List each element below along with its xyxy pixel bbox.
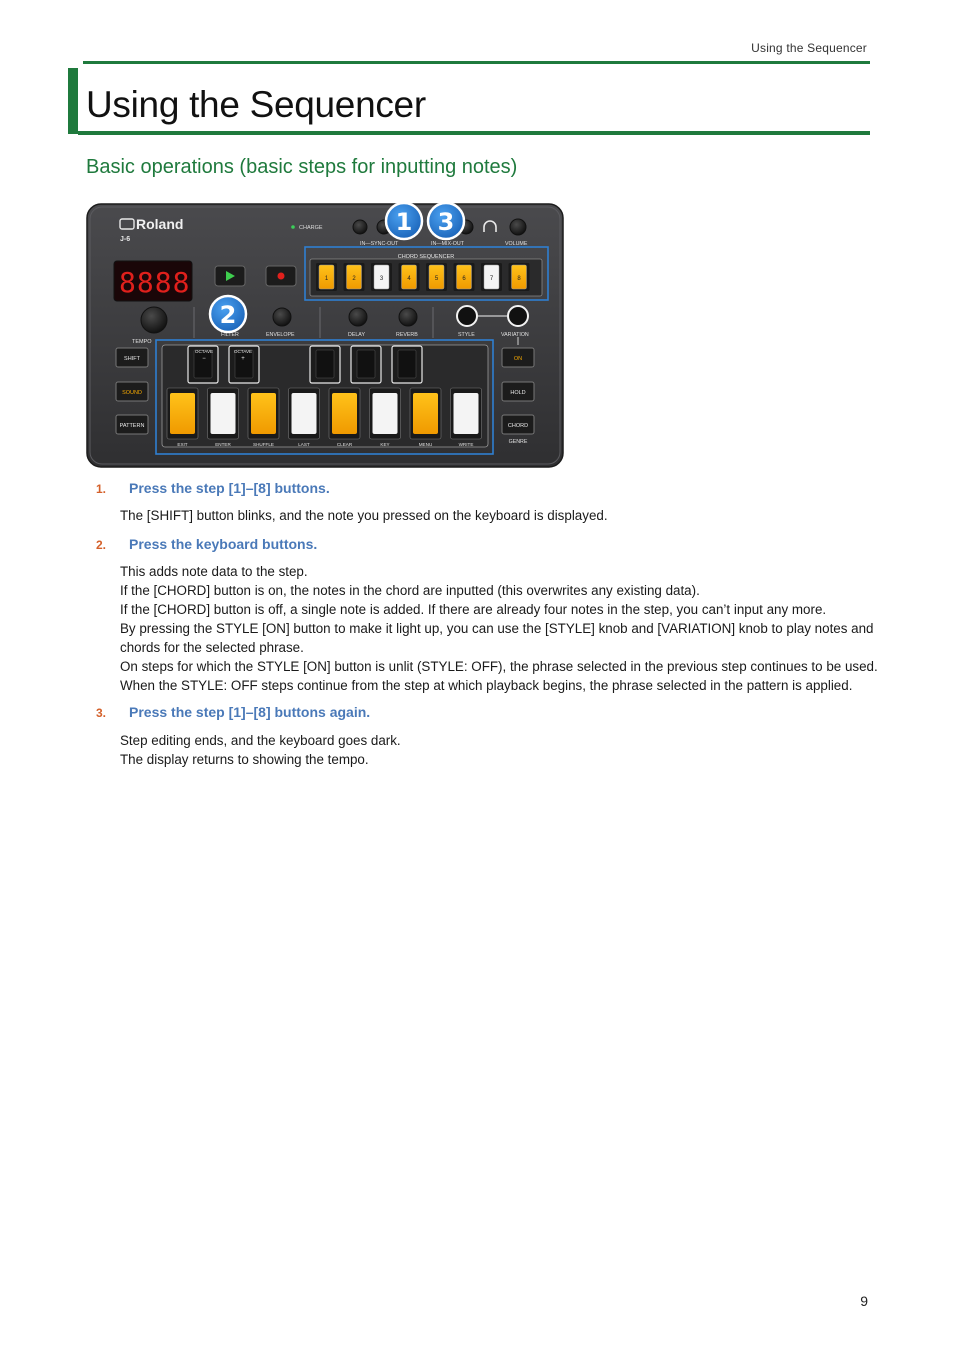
white-key-label: ENTER (215, 442, 231, 447)
step-2-line: By pressing the STYLE [ON] button to make it light up, you can use the [STYLE] knob and [VARIATION] knob to play notes and chords for the selected phrase. (120, 621, 874, 655)
callout-3 (428, 203, 464, 239)
step-2-number: 2. (96, 538, 107, 552)
svg-text:8888: 8888 (119, 266, 191, 299)
page-number: 9 (860, 1293, 868, 1309)
svg-text:IN—MIX-OUT: IN—MIX-OUT (431, 241, 464, 247)
white-key (292, 393, 317, 434)
step-3-line: The display returns to showing the tempo. (120, 752, 369, 767)
step-2-line: If the [CHORD] button is off, a single note is added. If there are already four notes in the step, you can’t input any more. (120, 602, 827, 617)
svg-text:PATTERN: PATTERN (119, 423, 145, 429)
charge-led (291, 225, 295, 229)
svg-text:2: 2 (219, 301, 237, 329)
svg-text:+: + (241, 356, 245, 362)
volume-knob (510, 219, 526, 235)
svg-text:SHIFT: SHIFT (124, 356, 140, 362)
black-key-pad (316, 350, 334, 378)
header-rule (83, 61, 870, 64)
j6-device-illustration (86, 203, 564, 468)
svg-text:3: 3 (437, 208, 455, 236)
svg-text:FILTER: FILTER (221, 332, 239, 338)
step-1-number: 1. (96, 482, 107, 496)
charge-label: CHARGE (299, 225, 323, 231)
step-3-body (120, 731, 880, 769)
step-number-label: 5 (434, 276, 439, 282)
svg-text:DELAY: DELAY (348, 332, 365, 338)
step-1-line: The [SHIFT] button blinks, and the note you pressed on the keyboard is displayed. (120, 508, 608, 523)
step-2-title: Press the keyboard buttons. (129, 536, 318, 552)
black-key-pad (235, 350, 253, 378)
svg-text:OCTAVE: OCTAVE (194, 349, 214, 354)
step-1-title: Press the step [1]–[8] buttons. (129, 480, 330, 496)
step-number-label: 1 (324, 276, 329, 282)
white-key-label: MENU (418, 442, 433, 447)
white-key (251, 393, 276, 434)
white-key (332, 393, 357, 434)
tempo-knob (141, 307, 167, 333)
title-accent-bar (68, 68, 78, 134)
left-function-buttons (116, 348, 148, 434)
step-number-label: 3 (379, 276, 384, 282)
step-1-body (120, 506, 880, 525)
step-3-heading (96, 704, 370, 720)
step-number-label: 7 (489, 276, 494, 282)
svg-text:CHORD SEQUENCER: CHORD SEQUENCER (397, 254, 455, 260)
step-2-line: This adds note data to the step. (120, 564, 308, 579)
chord-sequencer (310, 254, 542, 296)
white-key-label: LAST (298, 442, 310, 447)
white-key (373, 393, 398, 434)
black-key-pad (357, 350, 375, 378)
black-key-pad (398, 350, 416, 378)
step-3-number: 3. (96, 706, 107, 720)
svg-text:VARIATION: VARIATION (501, 332, 529, 338)
step-3-line: Step editing ends, and the keyboard goes dark. (120, 733, 401, 748)
svg-text:GENRE: GENRE (508, 439, 528, 445)
step-2-line: On steps for which the STYLE [ON] button is unlit (STYLE: OFF), the phrase selected in the previous step continues to be used. When the STYLE: OFF steps continue from the step at which playback begins, the phrase selected in the pattern is applied. (120, 659, 878, 693)
step-number-label: 4 (407, 276, 411, 282)
section-title: Basic operations (basic steps for inputting notes) (86, 156, 518, 178)
svg-text:VOLUME: VOLUME (505, 241, 528, 247)
step-2-heading (96, 536, 317, 552)
white-key (170, 393, 195, 434)
svg-text:ENVELOPE: ENVELOPE (266, 332, 295, 338)
callout-1 (386, 203, 422, 239)
step-2-line: If the [CHORD] button is on, the notes in the chord are inputted (this overwrites any existing data). (120, 583, 700, 598)
model-label: J-6 (120, 236, 131, 243)
led-display (114, 261, 192, 301)
black-key-pad (194, 350, 212, 378)
step-1-heading (96, 480, 330, 496)
title-rule (78, 131, 870, 135)
record-icon (278, 273, 285, 280)
svg-text:STYLE: STYLE (458, 332, 475, 338)
white-key (211, 393, 236, 434)
step-3-title: Press the step [1]–[8] buttons again. (129, 704, 371, 720)
page-title: Using the Sequencer (86, 84, 426, 125)
svg-text:CHORD: CHORD (507, 423, 529, 429)
step-number-label: 6 (462, 276, 466, 282)
svg-text:−: − (202, 356, 206, 362)
running-header: Using the Sequencer (751, 41, 867, 55)
keyboard (162, 345, 488, 447)
white-key-label: SHUFFLE (253, 442, 274, 447)
right-function-buttons (502, 348, 534, 445)
callout-2 (210, 296, 246, 332)
white-key-label: WRITE (458, 442, 474, 447)
white-key-label: KEY (380, 442, 390, 447)
svg-text:ON: ON (513, 356, 523, 362)
step-number-label: 2 (352, 276, 356, 282)
svg-text:SOUND: SOUND (122, 390, 142, 396)
white-key-label: CLEAR (336, 442, 353, 447)
svg-text:REVERB: REVERB (396, 332, 418, 338)
svg-text:1: 1 (395, 208, 413, 236)
tempo-label: TEMPO (132, 339, 152, 345)
svg-text:HOLD: HOLD (510, 390, 526, 396)
white-key (454, 393, 479, 434)
white-key-label: EXIT (177, 442, 188, 447)
svg-text:IN—SYNC-OUT: IN—SYNC-OUT (360, 241, 399, 247)
white-key (413, 393, 438, 434)
svg-text:OCTAVE: OCTAVE (233, 349, 253, 354)
step-2-body (120, 562, 880, 695)
svg-text:Roland: Roland (136, 216, 184, 232)
step-number-label: 8 (517, 276, 521, 282)
